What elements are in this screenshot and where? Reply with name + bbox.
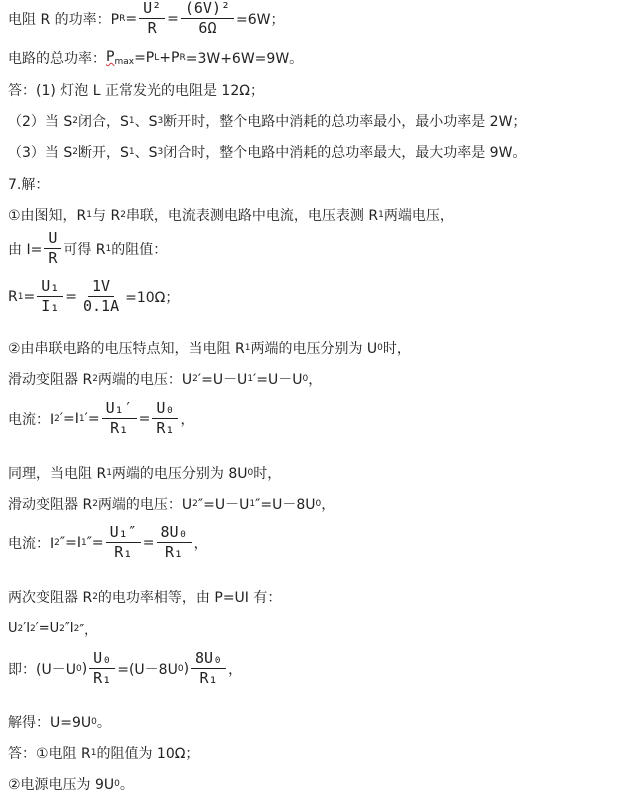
step-1-intro: ①由图知，R 1 与 R 2 串联，电流表测电路中电流，电压表测 R 1 两端电压，	[8, 208, 454, 224]
fraction: $\frac{\text{U₀}}{\text{R₁}}$	[152, 400, 178, 437]
fraction: $\frac{\text{8U₀}}{\text{R₁}}$	[191, 650, 226, 687]
fraction: $\frac{1V}{0.1A}$	[83, 277, 120, 315]
fraction: $\frac{\text{U₁″}}{\text{R₁}}$	[106, 524, 141, 561]
fraction: $\frac{U}{R}$	[44, 230, 61, 267]
pmax-symbol: $P_{max}$	[106, 49, 135, 67]
power-equation: U 2 ′I 2 ′=U 2 ″I 2 ″，	[8, 621, 98, 638]
fraction: $\frac{\text{U₀}}{\text{R₁}}$	[89, 650, 115, 687]
line-total-power: 电路的总功率： $P_{max}$ =P L +P R =3W+6W=9W。	[8, 49, 304, 67]
similarly-line: 同理，当电阻 R 1 两端的电压分别为 8U 0 时，	[8, 466, 282, 482]
fraction: $\frac{\text{8U₀}}{\text{R₁}}$	[157, 524, 192, 561]
fraction: $\frac{\text{U₁′}}{\text{R₁}}$	[102, 400, 137, 437]
rheostat-voltage-2: 滑动变阻器 R 2 两端的电压：U 2 ″=U－U 1 ″=U－8U 0 ，	[8, 497, 336, 513]
fraction: $\frac{\text{(6V)²}}{6\Omega}$	[181, 0, 234, 37]
answer-1: 答：(1) 灯泡 L 正常发光的电阻是 12Ω；	[8, 83, 264, 99]
answer-2: （2）当 S 2 闭合，S 1 、S 3 断开时，整个电路中消耗的总功率最小，最小功率是 2W；	[8, 114, 527, 130]
line-resistor-power: 电阻 R 的功率：P R = $\frac{\text{U²}}{R}$ = $\frac{\text{(6V)²}}{6\Omega}$ =6W；	[8, 0, 285, 37]
problem-7-heading: 7.解：	[8, 177, 50, 193]
substituted-equation: 即：(U－U 0 ) $\frac{\text{U₀}}{\text{R₁}}$ =(U－8U 0 ) $\frac{\text{8U₀}}{\text{R₁}}$ ，	[8, 649, 243, 687]
rheostat-voltage-1: 滑动变阻器 R 2 两端的电压：U 2 ′=U－U 1 ′=U－U 0 ，	[8, 372, 323, 388]
step-2-intro: ②由串联电路的电压特点知，当电阻 R 1 两端的电压分别为 U 0 时，	[8, 341, 411, 357]
final-answer-1: 答：①电阻 R 1 的阻值为 10Ω；	[8, 746, 200, 762]
final-answer-2: ②电源电压为 9U 0 。	[8, 777, 134, 793]
equal-power-line: 两次变阻器 R 2 的电功率相等，由 P=UI 有：	[8, 590, 282, 606]
fraction: $\frac{\text{U₁}}{\text{I₁}}$	[37, 278, 63, 315]
current-line-1: 电流：I 2 ′=I 1 ′= $\frac{\text{U₁′}}{\text{R₁}}$ = $\frac{\text{U₀}}{\text{R₁}}$ ，	[8, 399, 195, 437]
current-line-2: 电流：I 2 ″=I 1 ″= $\frac{\text{U₁″}}{\text{R₁}}$ = $\frac{\text{8U₀}}{\text{R₁}}$ ，	[8, 523, 208, 561]
ohms-law-line: 由 I= $\frac{U}{R}$ 可得 R 1 的阻值：	[8, 229, 168, 267]
solution-line: 解得：U=9U 0 。	[8, 715, 111, 731]
answer-3: （3）当 S 2 断开，S 1 、S 3 闭合时，整个电路中消耗的总功率最大，最大功率是 9W。	[8, 145, 527, 161]
r1-value-line: R 1 = $\frac{\text{U₁}}{\text{I₁}}$ = $\frac{1V}{0.1A}$ =10Ω；	[8, 277, 180, 315]
fraction: $\frac{\text{U²}}{R}$	[139, 0, 165, 37]
